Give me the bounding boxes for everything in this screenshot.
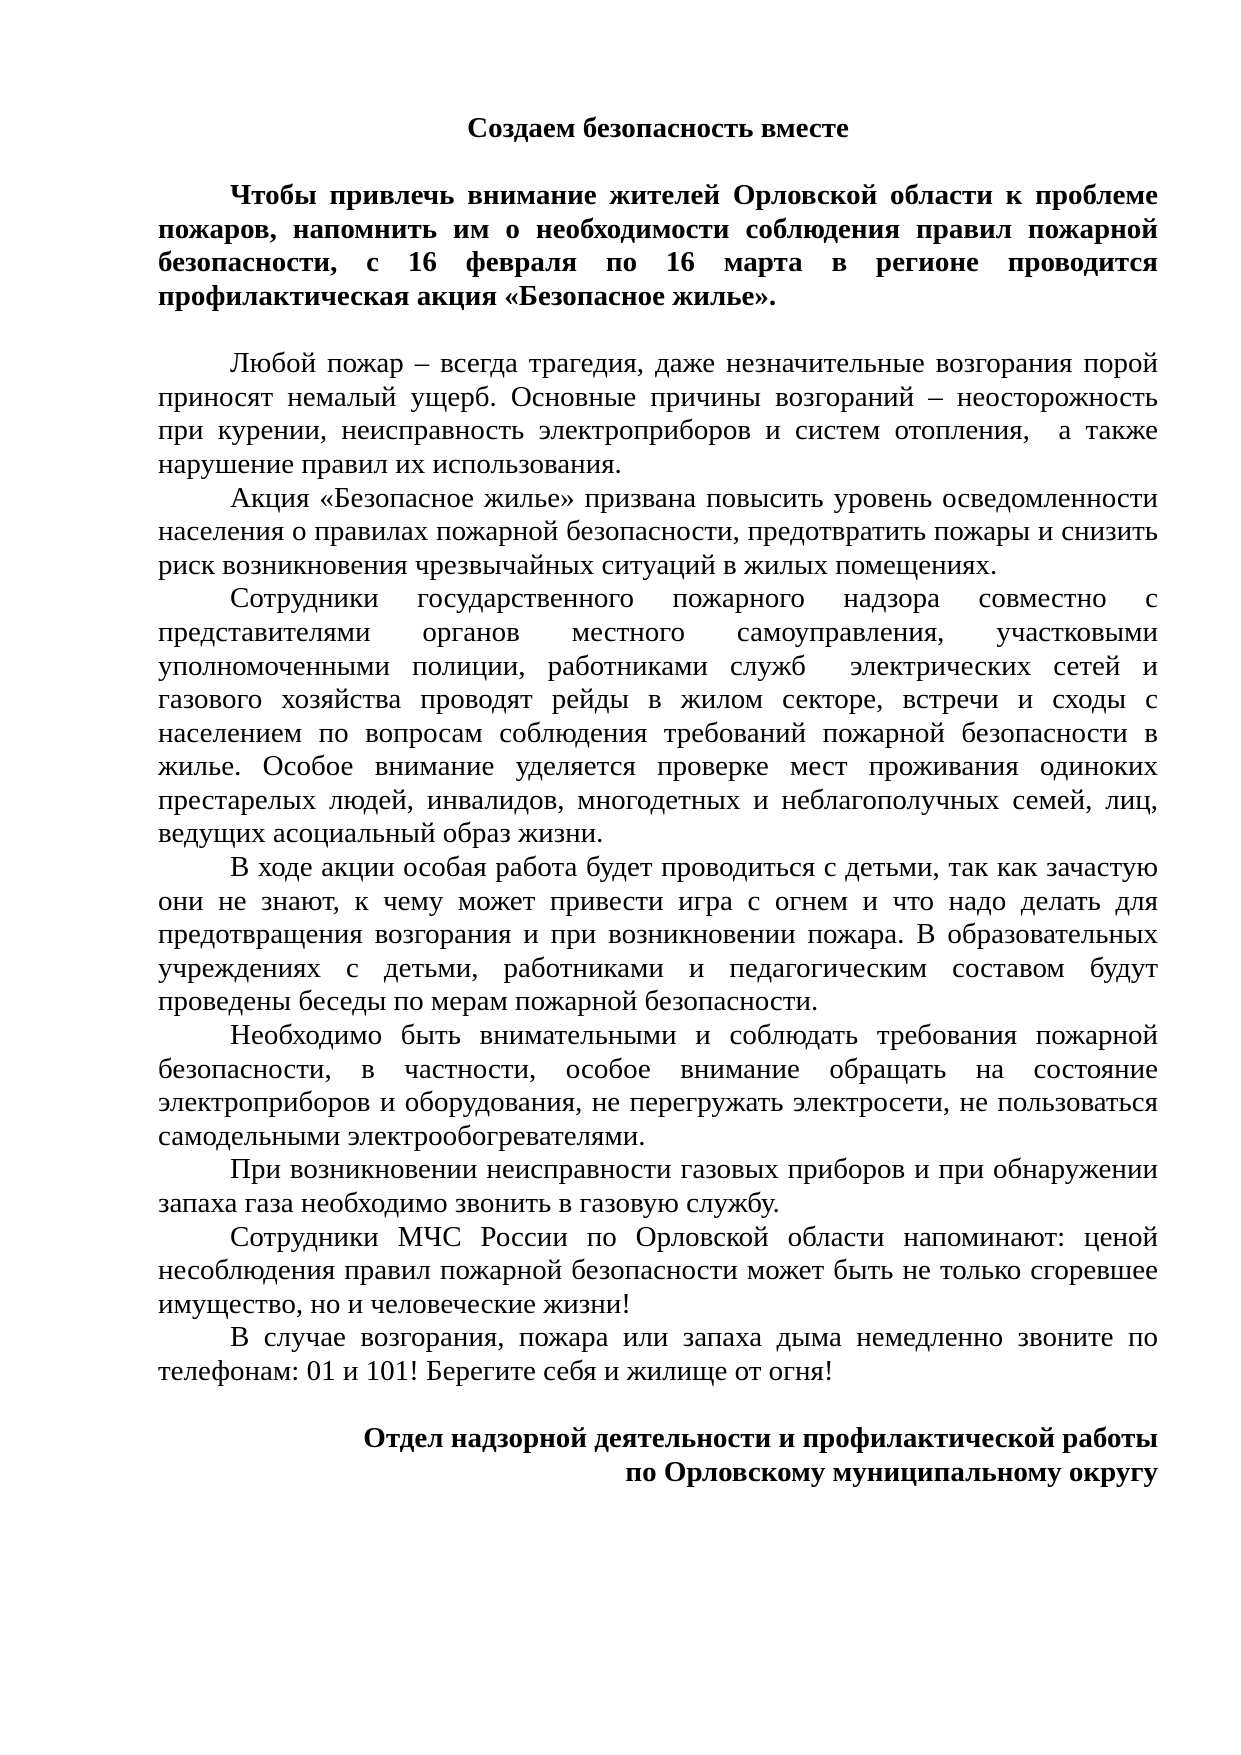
blank-line	[158, 146, 1158, 180]
paragraph-inspection-raids: Сотрудники государственного пожарного надзора совместно с представителями органов местного самоуправления, участковыми уполномоченными полиции, работниками служб электрических сетей и газового хозяйства проводят рейды в жилом секторе, встречи и сходы с населением по вопросам соблюдения требований пожарной безопасности в жилье. Особое внимание уделяется проверке мест проживания одиноких престарелых людей, инвалидов, многодетных и неблагополучных семей, лиц, ведущих асоциальный образ жизни.	[158, 582, 1158, 850]
paragraph-fire-tragedy: Любой пожар – всегда трагедия, даже незначительные возгорания порой приносят немалый ущерб. Основные причины возгораний – неосторожность при курении, неисправность электроприборов и систем отопления, а также нарушение правил их использования.	[158, 347, 1158, 480]
paragraph-campaign-goal: Акция «Безопасное жилье» призвана повысить уровень осведомленности населения о правилах пожарной безопасности, предотвратить пожары и снизить риск возникновения чрезвычайных ситуаций в жилых помещениях.	[158, 481, 1158, 581]
signature-line-district: по Орловскому муниципальному округу	[625, 1455, 1158, 1488]
paragraph-gas-service: При возникновении неисправности газовых приборов и при обнаружении запаха газа необходимо звонить в газовую службу.	[158, 1153, 1158, 1219]
paragraph-work-with-children: В ходе акции особая работа будет проводиться с детьми, так как зачастую они не знают, к чему может привести игра с огнем и что надо делать для предотвращения возгорания и при возникновении пожара. В образовательных учреждениях с детьми, работниками и педагогическим составом будут проведены беседы по мерам пожарной безопасности.	[158, 851, 1158, 1018]
signature-block	[158, 1422, 1158, 1489]
paragraph-emergency-numbers: В случае возгорания, пожара или запаха дыма немедленно звоните по телефонам: 01 и 101! Берегите себя и жилище от огня!	[158, 1321, 1158, 1387]
blank-line	[158, 314, 1158, 348]
paragraph-mchs-warning: Сотрудники МЧС России по Орловской области напоминают: ценой несоблюдения правил пожарной безопасности может быть не только сгоревшее имущество, но и человеческие жизни!	[158, 1220, 1158, 1320]
document-title: Создаем безопасность вместе	[467, 112, 849, 144]
lead-paragraph: Чтобы привлечь внимание жителей Орловской области к проблеме пожаров, напомнить им о необходимости соблюдения правил пожарной безопасности, с 16 февраля по 16 марта в регионе проводится профилактическая акция «Безопасное жилье».	[158, 179, 1158, 312]
paragraph-safety-requirements: Необходимо быть внимательными и соблюдать требования пожарной безопасности, в частности, особое внимание обращать на состояние электроприборов и оборудования, не перегружать электросети, не пользоваться самодельными электрообогревателями.	[158, 1019, 1158, 1152]
signature-line-department: Отдел надзорной деятельности и профилактической работы	[363, 1422, 1158, 1455]
blank-line	[158, 1389, 1158, 1423]
